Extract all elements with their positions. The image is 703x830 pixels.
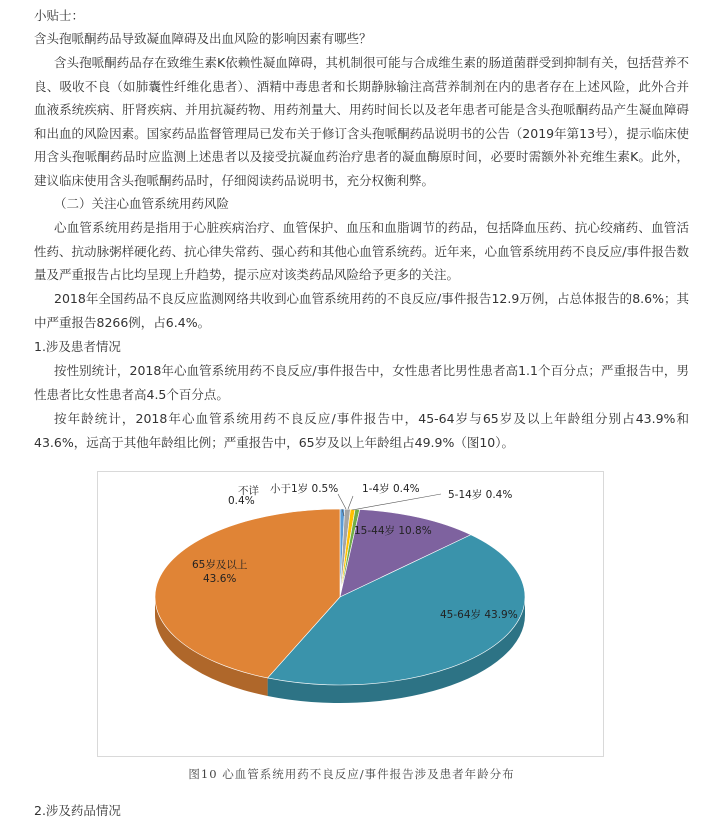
- tip-heading: 小贴士：: [34, 8, 85, 23]
- stats-paragraph: 2018年全国药品不良反应监测网络共收到心血管系统用药的不良反应/事件报告12.9万例，占总体报告的8.6%；其中严重报告8266例，占6.4%。: [34, 291, 689, 330]
- age-distribution-figure: [97, 471, 604, 757]
- figure-caption: 图10 心血管系统用药不良反应/事件报告涉及患者年龄分布: [188, 767, 515, 781]
- section-heading: （二）关注心血管系统用药风险: [54, 196, 230, 211]
- gender-paragraph: 按性别统计，2018年心血管系统用药不良反应/事件报告中，女性患者比男性患者高1.1个百分点；严重报告中，男性患者比女性患者高4.5个百分点。: [34, 363, 689, 402]
- pie-label-4: 15-44岁 10.8%: [354, 525, 432, 537]
- pie-label-1: 小于1岁 0.5%: [270, 483, 339, 495]
- pie-leader-line-3: [352, 494, 441, 510]
- pie-label-2: 1-4岁 0.4%: [362, 483, 420, 495]
- tip-question: 含头孢哌酮药品导致凝血障碍及出血风险的影响因素有哪些？: [34, 31, 372, 46]
- pie-value-label-0: 0.4%: [228, 495, 255, 507]
- pie-value-label-6: 43.6%: [203, 573, 237, 585]
- pie-leader-line-2: [348, 496, 353, 509]
- age-paragraph: 按年龄统计，2018年心血管系统用药不良反应/事件报告中，45-64岁与65岁及以上年龄组分别占43.9%和43.6%，远高于其他年龄组比例；严重报告中，65岁及以上年龄组占49.9%（图10）。: [34, 411, 689, 450]
- subsection-heading-patients: 1.涉及患者情况: [34, 339, 121, 354]
- tip-body: 含头孢哌酮药品存在致维生素K依赖性凝血障碍，其机制很可能与合成维生素的肠道菌群受到抑制有关，包括营养不良、吸收不良（如肺囊性纤维化患者）、酒精中毒患者和长期静脉输注高营养制剂在内的患者存在上述风险，此外合并血液系统疾病、肝肾疾病、并用抗凝药物、用药剂量大、用药时间长以及老年患者可能是含头孢哌酮药品产生凝血障碍和出血的风险因素。国家药品监督管理局已发布关于修订含头孢哌酮药品说明书的公告（2019年第13号），提示临床使用含头孢哌酮药品时应监测上述患者以及接受抗凝血药治疗患者的凝血酶原时间，必要时需额外补充维生素K。此外，建议临床使用含头孢哌酮药品时，仔细阅读药品说明书，充分权衡利弊。: [34, 55, 689, 188]
- pie-label-6: 65岁及以上: [192, 559, 248, 571]
- pie-label-5: 45-64岁 43.9%: [440, 609, 518, 621]
- intro-paragraph: 心血管系统用药是指用于心脏疾病治疗、血管保护、血压和血脂调节的药品，包括降血压药、抗心绞痛药、血管活性药、抗动脉粥样硬化药、抗心律失常药、强心药和其他心血管系统药。近年来，心血管系统用药不良反应/事件报告数量及严重报告占比均呈现上升趋势，提示应对该类药品风险给予更多的关注。: [34, 220, 689, 282]
- subsection-heading-drugs: 2.涉及药品情况: [34, 803, 121, 818]
- age-pie-chart: [98, 472, 603, 756]
- pie-leader-line-1: [338, 494, 346, 509]
- pie-label-3: 5-14岁 0.4%: [448, 489, 513, 501]
- pie-label-0: 不详: [238, 485, 259, 497]
